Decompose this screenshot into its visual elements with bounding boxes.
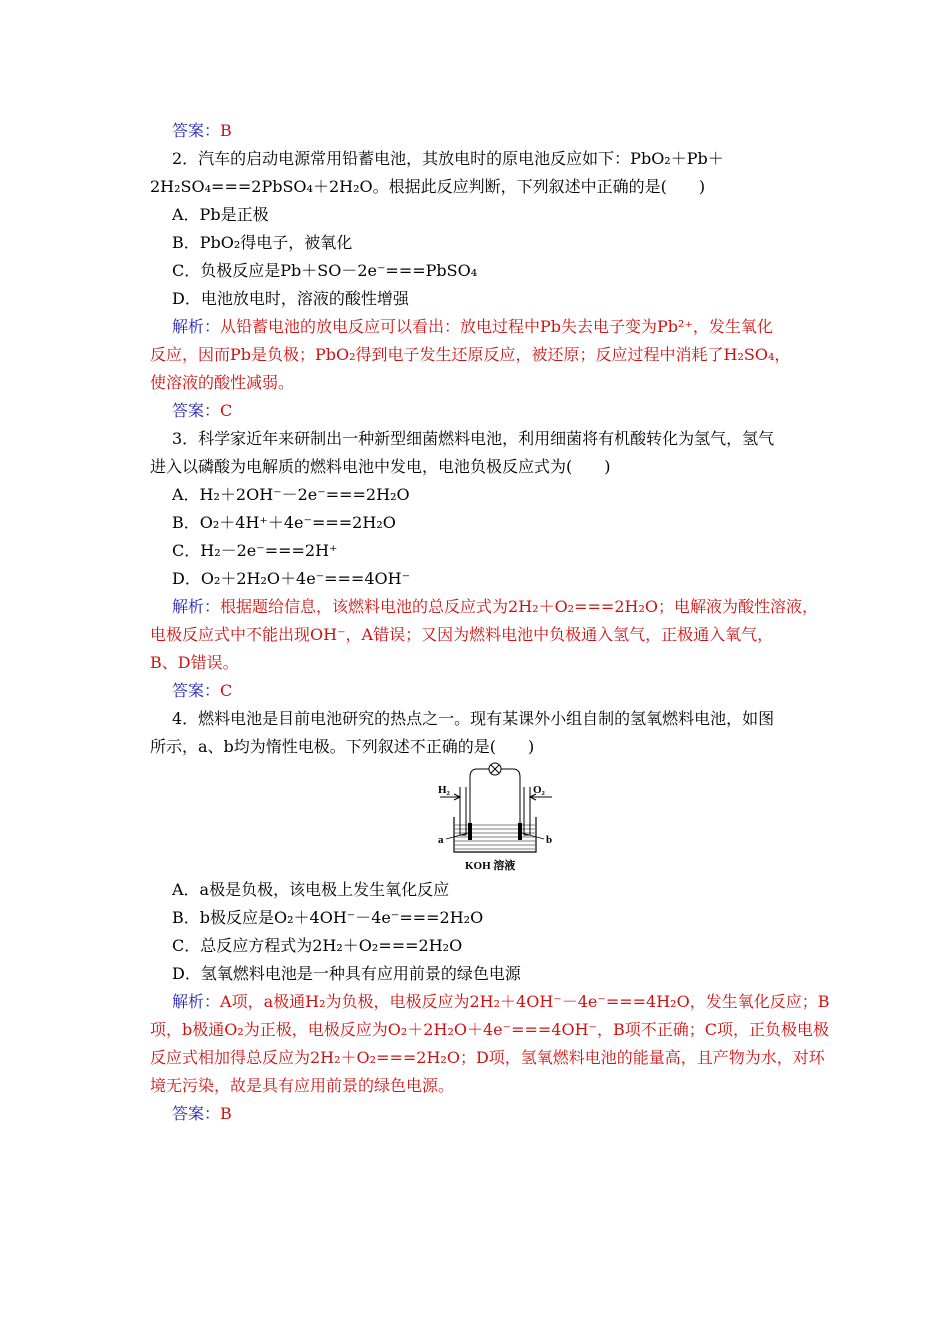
q4-answer: [172, 1100, 232, 1128]
q2-option-c: C．负极反应是Pb＋SO－2e⁻===PbSO₄: [172, 261, 478, 280]
electrode-b: [518, 823, 522, 840]
q3-option-b: B．O₂＋4H⁺＋4e⁻===2H₂O: [172, 513, 396, 532]
q2-option-b: B．PbO₂得电子，被氧化: [172, 233, 353, 252]
q4-option-a: A．a极是负极，该电极上发生氧化反应: [172, 880, 450, 899]
q2-option-d: D．电池放电时，溶液的酸性增强: [172, 289, 409, 308]
analysis-text: A项，a极通H₂为负极，电极反应为2H₂＋4OH⁻－4e⁻===4H₂O，发生氧化反应；B: [220, 992, 830, 1011]
o2-label: O₂: [533, 784, 545, 796]
q4-analysis-line-2: 项，b极通O₂为正极，电极反应为O₂＋2H₂O＋4e⁻===4OH⁻，B项不正确；C项，正负极电极: [150, 1020, 829, 1039]
analysis-label: 解析：: [172, 992, 221, 1011]
figure-caption: KOH 溶液: [465, 860, 516, 872]
answer-value: B: [220, 1104, 232, 1123]
right-tube: [524, 787, 530, 835]
q3-analysis-line-2: 电极反应式中不能出现OH⁻，A错误；又因为燃料电池中负极通入氢气，正极通入氧气，: [150, 625, 774, 644]
answer-label: 答案：: [172, 1104, 221, 1123]
q2-option-a: A．Pb是正极: [172, 205, 269, 224]
q2-analysis-line-3: 使溶液的酸性减弱。: [150, 373, 295, 392]
h2-label: H₂: [438, 784, 450, 796]
q3-analysis-line-3: B、D错误。: [150, 653, 239, 672]
fuel-cell-diagram: [432, 757, 557, 875]
left-wire: [470, 769, 489, 823]
q3-stem-line-1: 3．科学家近年来研制出一种新型细菌燃料电池，利用细菌将有机酸转化为氢气，氢气: [172, 429, 775, 448]
answer-value: C: [220, 681, 233, 700]
analysis-label: 解析：: [172, 317, 221, 336]
q3-stem-line-2: 进入以磷酸为电解质的燃料电池中发电，电池负极反应式为( ): [150, 457, 611, 476]
right-wire: [501, 769, 520, 823]
q4-analysis-line-4: 境无污染，故是具有应用前景的绿色电源。: [150, 1076, 455, 1095]
q2-stem-line-1: 2．汽车的启动电源常用铅蓄电池，其放电时的原电池反应如下：PbO₂＋Pb＋: [172, 149, 724, 168]
left-tube: [460, 787, 466, 835]
a-label: a: [438, 834, 444, 846]
analysis-label: 解析：: [172, 597, 221, 616]
q4-option-b: B．b极反应是O₂＋4OH⁻－4e⁻===2H₂O: [172, 908, 484, 927]
q4-stem-line-2: 所示，a、b均为惰性电极。下列叙述不正确的是( ): [150, 737, 535, 756]
q3-option-d: D．O₂＋2H₂O＋4e⁻===4OH⁻: [172, 569, 411, 588]
answer-label: 答案：: [172, 681, 221, 700]
answer-label: 答案：: [172, 401, 221, 420]
q4-stem-line-1: 4．燃料电池是目前电池研究的热点之一。现有某课外小组自制的氢氧燃料电池，如图: [172, 709, 775, 728]
q4-option-d: D．氢氧燃料电池是一种具有应用前景的绿色电源: [172, 964, 521, 983]
q2-answer: [172, 397, 232, 425]
q2-stem-line-2: 2H₂SO₄===2PbSO₄＋2H₂O。根据此反应判断，下列叙述中正确的是( ): [150, 177, 706, 196]
q3-option-a: A．H₂＋2OH⁻－2e⁻===2H₂O: [172, 485, 410, 504]
answer-label: 答案：: [172, 121, 221, 140]
q4-analysis-line-1: [172, 988, 829, 1016]
electrode-a: [468, 823, 472, 840]
b-label: b: [546, 834, 553, 846]
q4-analysis-line-3: 反应式相加得总反应为2H₂＋O₂===2H₂O；D项，氢氧燃料电池的能量高，且产物为水，对环: [150, 1048, 825, 1067]
q2-analysis-line-2: 反应，因而Pb是负极；PbO₂得到电子发生还原反应，被还原；反应过程中消耗了H₂SO₄，: [150, 345, 791, 364]
q4-option-c: C．总反应方程式为2H₂＋O₂===2H₂O: [172, 936, 463, 955]
q3-answer: [172, 677, 232, 705]
q3-analysis-line-1: [172, 593, 818, 621]
answer-value: B: [220, 121, 232, 140]
analysis-text: 从铅蓄电池的放电反应可以看出：放电过程中Pb失去电子变为Pb²⁺，发生氧化: [220, 317, 773, 336]
q1-answer: [172, 117, 232, 145]
q2-analysis-line-1: [172, 313, 773, 341]
q3-option-c: C．H₂－2e⁻===2H⁺: [172, 541, 338, 560]
answer-value: C: [220, 401, 233, 420]
analysis-text: 根据题给信息，该燃料电池的总反应式为2H₂＋O₂===2H₂O；电解液为酸性溶液，: [220, 597, 818, 616]
